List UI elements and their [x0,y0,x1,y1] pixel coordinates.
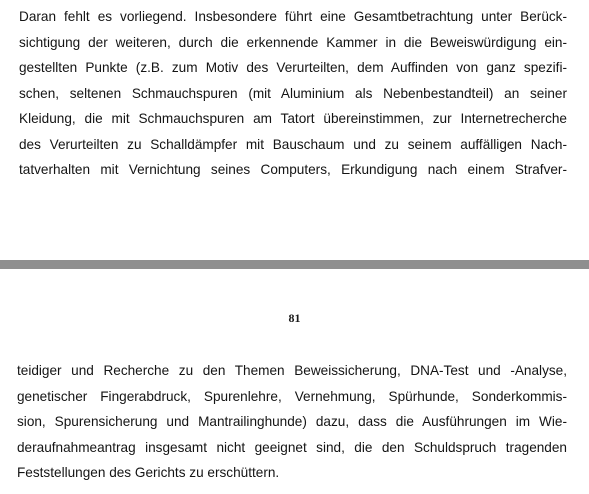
text-block-bottom [17,358,567,486]
text-line: genetischer Fingerabdruck, Spurenlehre, Vernehmung, Spürhunde, Sonderkommis- [17,388,567,404]
text-line: sion, Spurensicherung und Mantrailinghunde) dazu, dass die Ausführungen im Wie- [17,414,567,429]
text-line: schen, seltenen Schmauchspuren (mit Aluminium als Nebenbestandteil) an seiner [19,85,567,101]
text-block-top [19,4,567,183]
text-line: des Verurteilten zu Schalldämpfer mit Bauschaum und zu seinem auffälligen Nach- [19,136,567,152]
page-number: 81 [288,311,301,325]
text-line: deraufnahmeantrag insgesamt nicht geeignet sind, die den Schuldspruch tragenden [17,439,567,455]
text-line: gestellten Punkte (z.B. zum Motiv des Verurteilten, dem Auffinden von ganz spezifi- [19,60,567,75]
text-line: teidiger und Recherche zu den Themen Beweissicherung, DNA-Test und -Analyse, [17,363,567,378]
page-divider [0,260,589,269]
text-line: tatverhalten mit Vernichtung seines Computers, Erkundigung nach einem Strafver- [19,162,567,177]
text-line: sichtigung der weiteren, durch die erkennende Kammer in die Beweiswürdigung ein- [19,34,567,50]
text-line: Feststellungen des Gerichts zu erschüttern. [17,465,280,480]
text-line: Kleidung, die mit Schmauchspuren am Tatort übereinstimmen, zur Internetrecherche [19,111,567,126]
text-line: Daran fehlt es vorliegend. Insbesondere führt eine Gesamtbetrachtung unter Berück- [19,9,567,24]
